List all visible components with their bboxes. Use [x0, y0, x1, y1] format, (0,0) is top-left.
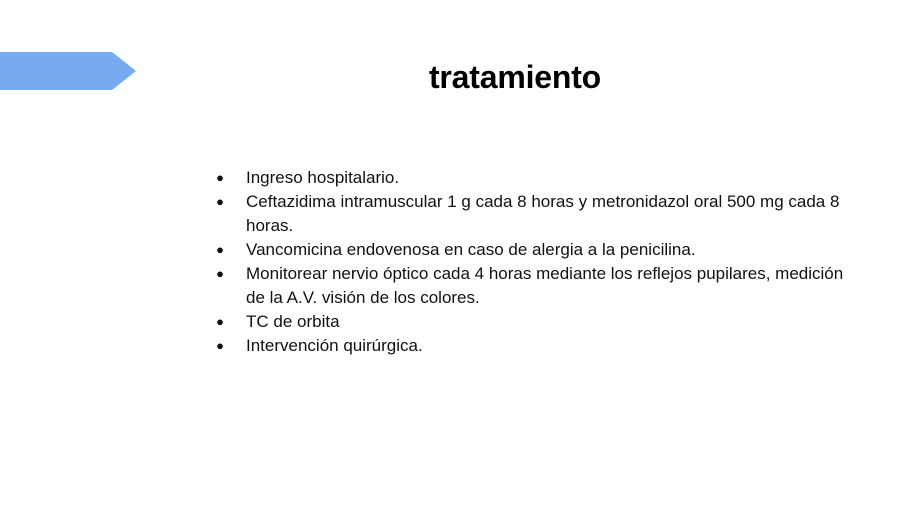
- bullet-icon: ●: [216, 266, 224, 281]
- list-item: [212, 190, 852, 238]
- treatment-list: [212, 166, 852, 358]
- list-item-text: Ceftazidima intramuscular 1 g cada 8 horas y metronidazol oral 500 mg cada 8 horas.: [246, 192, 840, 235]
- bullet-icon: ●: [216, 338, 224, 353]
- list-item: [212, 238, 852, 262]
- bullet-icon: ●: [216, 170, 224, 185]
- bullet-icon: ●: [216, 194, 224, 209]
- list-item: [212, 166, 852, 190]
- accent-arrow-shape: [0, 52, 136, 90]
- list-item-text: Ingreso hospitalario.: [246, 168, 400, 187]
- slide-title: tratamiento: [428, 59, 602, 95]
- bullet-icon: ●: [216, 242, 224, 257]
- list-item-text: Monitorear nervio óptico cada 4 horas mediante los reflejos pupilares, medición de la A.V. visión de los colores.: [246, 264, 844, 307]
- list-item: [212, 310, 852, 334]
- list-item-text: Intervención quirúrgica.: [246, 336, 423, 355]
- list-item: [212, 262, 852, 310]
- list-item-text: TC de orbita: [246, 312, 340, 331]
- list-item: [212, 334, 852, 358]
- list-item-text: Vancomicina endovenosa en caso de alergia a la penicilina.: [246, 240, 696, 259]
- bullet-icon: ●: [216, 314, 224, 329]
